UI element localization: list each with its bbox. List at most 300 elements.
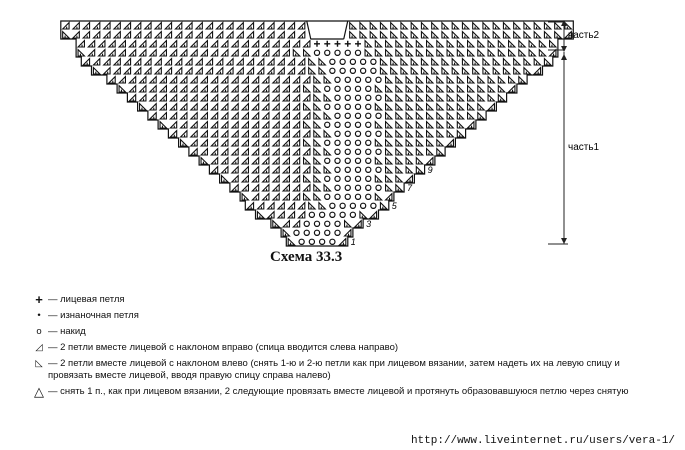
yarn-over-symbol (366, 77, 371, 82)
decrease-left-symbol (273, 221, 279, 227)
decrease-left-symbol (375, 194, 381, 200)
decrease-right-symbol (288, 59, 294, 65)
decrease-left-symbol (314, 122, 320, 128)
decrease-left-symbol (396, 41, 402, 47)
decrease-right-symbol (288, 23, 294, 29)
decrease-left-symbol (396, 176, 402, 182)
decrease-right-symbol (268, 68, 274, 74)
decrease-right-symbol (386, 194, 392, 200)
decrease-right-symbol (150, 41, 156, 47)
decrease-right-symbol (273, 50, 279, 56)
decrease-right-symbol (283, 140, 289, 146)
decrease-left-symbol (544, 32, 550, 38)
decrease-left-symbol (304, 104, 310, 110)
decrease-left-symbol (473, 32, 479, 38)
decrease-right-symbol (242, 176, 248, 182)
decrease-right-symbol (104, 68, 110, 74)
decrease-right-symbol (232, 158, 238, 164)
decrease-right-symbol (181, 50, 187, 56)
yarn-over-symbol (355, 77, 360, 82)
decrease-right-symbol (273, 113, 279, 119)
yarn-over-symbol (345, 149, 350, 154)
decrease-left-symbol (386, 50, 392, 56)
decrease-right-symbol (242, 113, 248, 119)
decrease-right-symbol (252, 86, 258, 92)
yarn-over-symbol (335, 131, 340, 136)
yarn-over-symbol (304, 221, 309, 226)
decrease-right-symbol (150, 104, 156, 110)
yarn-over-symbol (309, 212, 314, 217)
yarn-over-symbol (376, 113, 381, 118)
decrease-left-symbol (416, 167, 422, 173)
decrease-right-symbol (288, 203, 294, 209)
yarn-over-symbol (325, 221, 330, 226)
decrease-left-symbol (503, 32, 509, 38)
decrease-left-symbol (427, 50, 433, 56)
decrease-right-symbol (263, 140, 269, 146)
decrease-right-symbol (145, 68, 151, 74)
decrease-right-symbol (124, 68, 130, 74)
decrease-left-symbol (350, 23, 356, 29)
decrease-right-symbol (304, 41, 310, 47)
decrease-right-symbol (288, 212, 294, 218)
decrease-right-symbol (293, 158, 299, 164)
decrease-right-symbol (150, 86, 156, 92)
decrease-left-symbol (360, 32, 366, 38)
decrease-left-symbol (283, 230, 289, 236)
decrease-left-symbol (375, 158, 381, 164)
yarn-over-symbol (371, 68, 376, 73)
decrease-right-symbol (186, 23, 192, 29)
decrease-left-symbol (421, 32, 427, 38)
decrease-left-symbol (386, 131, 392, 137)
decrease-right-symbol (191, 149, 197, 155)
decrease-right-symbol (222, 77, 228, 83)
decrease-left-symbol (396, 167, 402, 173)
decrease-right-symbol (252, 185, 258, 191)
decrease-left-symbol (401, 59, 407, 65)
decrease-right-symbol (201, 131, 207, 137)
knit-stitch-symbol (324, 41, 330, 47)
decrease-right-symbol (216, 59, 222, 65)
decrease-left-symbol (473, 59, 479, 65)
decrease-right-symbol (211, 149, 217, 155)
row-numbers (351, 165, 433, 247)
yarn-over-symbol (355, 50, 360, 55)
decrease-right-symbol (304, 113, 310, 119)
decrease-right-symbol (160, 104, 166, 110)
row-number: 9 (427, 165, 433, 175)
decrease-left-symbol (437, 95, 443, 101)
yarn-over-symbol (345, 95, 350, 100)
decrease-right-symbol (181, 122, 187, 128)
decrease-left-symbol (406, 140, 412, 146)
decrease-right-symbol (119, 41, 125, 47)
decrease-left-symbol (365, 41, 371, 47)
decrease-right-symbol (345, 230, 351, 236)
yarn-over-symbol (335, 221, 340, 226)
yarn-over-symbol (314, 50, 319, 55)
decrease-right-symbol (242, 77, 248, 83)
decrease-right-symbol (129, 95, 135, 101)
yarn-over-symbol (325, 86, 330, 91)
decrease-right-symbol (278, 59, 284, 65)
decrease-right-symbol (211, 113, 217, 119)
decrease-left-symbol (63, 32, 69, 38)
decrease-right-symbol (257, 23, 263, 29)
decrease-right-symbol (124, 23, 130, 29)
yarn-over-symbol (345, 104, 350, 109)
yarn-over-symbol (335, 176, 340, 181)
decrease-right-symbol (488, 104, 494, 110)
decrease-right-symbol (170, 77, 176, 83)
decrease-right-symbol (201, 50, 207, 56)
decrease-right-symbol (263, 194, 269, 200)
decrease-left-symbol (181, 140, 187, 146)
decrease-right-symbol (191, 41, 197, 47)
decrease-right-symbol (252, 95, 258, 101)
decrease-left-symbol (442, 32, 448, 38)
decrease-left-symbol (406, 41, 412, 47)
yarn-over-symbol (335, 194, 340, 199)
decrease-left-symbol (201, 158, 207, 164)
decrease-right-symbol (273, 167, 279, 173)
decrease-left-symbol (457, 95, 463, 101)
decrease-left-symbol (396, 149, 402, 155)
decrease-right-symbol (222, 167, 228, 173)
decrease-right-symbol (273, 149, 279, 155)
decrease-right-symbol (263, 167, 269, 173)
yarn-over-symbol (345, 122, 350, 127)
decrease-right-symbol (83, 32, 89, 38)
decrease-right-symbol (293, 122, 299, 128)
yarn-over-symbol (366, 122, 371, 127)
decrease-right-symbol (283, 41, 289, 47)
decrease-right-symbol (99, 50, 105, 56)
decrease-right-symbol (160, 41, 166, 47)
decrease-left-symbol (416, 95, 422, 101)
decrease-right-symbol (273, 95, 279, 101)
decrease-right-symbol (114, 68, 120, 74)
decrease-right-symbol (273, 194, 279, 200)
decrease-left-symbol (427, 104, 433, 110)
decrease-left-symbol (447, 113, 453, 119)
decrease-left-symbol (257, 212, 263, 218)
decrease-right-symbol (222, 95, 228, 101)
decrease-right-symbol (93, 59, 99, 65)
yarn-over-symbol (366, 149, 371, 154)
yarn-over-symbol (355, 140, 360, 145)
decrease-right-symbol (252, 77, 258, 83)
decrease-right-symbol (257, 203, 263, 209)
decrease-right-symbol (263, 95, 269, 101)
decrease-left-symbol (222, 176, 228, 182)
decrease-right-symbol (186, 32, 192, 38)
decrease-right-symbol (273, 104, 279, 110)
knit-stitch-symbol (355, 41, 361, 47)
decrease-right-symbol (232, 176, 238, 182)
yarn-over-symbol (335, 104, 340, 109)
decrease-right-symbol (293, 131, 299, 137)
decrease-left-symbol (457, 41, 463, 47)
decrease-right-symbol (83, 59, 89, 65)
decrease-right-symbol (293, 86, 299, 92)
decrease-right-symbol (242, 122, 248, 128)
decrease-left-symbol (555, 23, 561, 29)
decrease-left-symbol (447, 50, 453, 56)
yarn-over-symbol (335, 95, 340, 100)
decrease-right-symbol (134, 32, 140, 38)
decrease-left-symbol (406, 77, 412, 83)
decrease-right-symbol (293, 194, 299, 200)
decrease-right-symbol (129, 77, 135, 83)
yarn-over-symbol (366, 158, 371, 163)
decrease-right-symbol (252, 194, 258, 200)
decrease-right-symbol (304, 131, 310, 137)
yarn-over-symbol (335, 149, 340, 154)
decrease-left-symbol (421, 68, 427, 74)
yarn-over-symbol (376, 131, 381, 136)
decrease-left-symbol (452, 23, 458, 29)
decrease-left-symbol (314, 149, 320, 155)
decrease-right-symbol (222, 104, 228, 110)
part1-label: часть1 (568, 142, 600, 153)
decrease-right-symbol (181, 113, 187, 119)
decrease-left-symbol (462, 59, 468, 65)
decrease-right-symbol (145, 59, 151, 65)
decrease-left-symbol (447, 104, 453, 110)
decrease-right-symbol (283, 167, 289, 173)
decrease-left-symbol (396, 86, 402, 92)
decrease-right-symbol (170, 86, 176, 92)
decrease-right-symbol (509, 86, 515, 92)
decrease-right-symbol (211, 41, 217, 47)
decrease-left-symbol (447, 86, 453, 92)
legend-text: — изнаночная петля (48, 310, 139, 321)
yarn-over-symbol (335, 86, 340, 91)
decrease-right-symbol (222, 86, 228, 92)
decrease-right-symbol (263, 86, 269, 92)
yarn-over-symbol (366, 185, 371, 190)
decrease-left-symbol (416, 77, 422, 83)
decrease-right-symbol (93, 23, 99, 29)
decrease-left-symbol (386, 149, 392, 155)
decrease-right-symbol (160, 86, 166, 92)
decrease-right-symbol (181, 41, 187, 47)
decrease-right-symbol (232, 95, 238, 101)
decrease-right-symbol (273, 158, 279, 164)
decrease-left-symbol (160, 122, 166, 128)
decrease-left-symbol (519, 77, 525, 83)
yarn-over-symbol (325, 194, 330, 199)
decrease-right-symbol (283, 104, 289, 110)
decrease-right-symbol (298, 68, 304, 74)
decrease-left-symbol (396, 50, 402, 56)
decrease-left-symbol (304, 50, 310, 56)
decrease-left-symbol (468, 113, 474, 119)
legend-text: — 2 петли вместе лицевой с наклоном вправо (спица вводится слева направо) (48, 342, 399, 353)
decrease-right-symbol (175, 68, 181, 74)
decrease-left-symbol (437, 113, 443, 119)
decrease-right-symbol (242, 167, 248, 173)
decrease-left-symbol (416, 41, 422, 47)
decrease-right-symbol (298, 23, 304, 29)
yarn-over-symbol (361, 68, 366, 73)
decrease-right-symbol (83, 23, 89, 29)
decrease-right-symbol (273, 140, 279, 146)
decrease-left-symbol (478, 86, 484, 92)
yarn-over-symbol (335, 185, 340, 190)
decrease-right-symbol (232, 104, 238, 110)
decrease-right-symbol (181, 104, 187, 110)
decrease-right-symbol (242, 140, 248, 146)
decrease-left-symbol (493, 68, 499, 74)
decrease-left-symbol (416, 140, 422, 146)
decrease-right-symbol (155, 68, 161, 74)
tri-icon: △ (34, 384, 44, 399)
decrease-right-symbol (283, 158, 289, 164)
decrease-left-symbol (442, 23, 448, 29)
decrease-right-symbol (293, 113, 299, 119)
decrease-left-symbol (324, 185, 330, 191)
decrease-right-symbol (447, 140, 453, 146)
row-number: 1 (350, 237, 356, 247)
decrease-right-symbol (155, 59, 161, 65)
decrease-right-symbol (550, 50, 556, 56)
decrease-left-symbol (304, 122, 310, 128)
decrease-left-symbol (119, 86, 125, 92)
decrease-left-symbol (375, 140, 381, 146)
decrease-left-symbol (514, 59, 520, 65)
decrease-left-symbol (503, 23, 509, 29)
decrease-left-symbol (447, 77, 453, 83)
decrease-right-symbol (273, 86, 279, 92)
decrease-right-symbol (252, 167, 258, 173)
decrease-right-symbol (206, 59, 212, 65)
decrease-left-symbol (375, 104, 381, 110)
decrease-right-symbol (124, 59, 130, 65)
decrease-right-symbol (278, 23, 284, 29)
decrease-left-symbol (314, 185, 320, 191)
yarn-over-symbol (355, 149, 360, 154)
decrease-right-symbol (263, 176, 269, 182)
decrease-right-symbol (134, 59, 140, 65)
yarn-over-symbol (314, 221, 319, 226)
decrease-left-symbol (386, 158, 392, 164)
decrease-left-symbol (529, 41, 535, 47)
yarn-over-symbol (366, 140, 371, 145)
decrease-right-symbol (181, 95, 187, 101)
decrease-left-symbol (416, 50, 422, 56)
decrease-right-symbol (104, 32, 110, 38)
decrease-left-symbol (452, 32, 458, 38)
decrease-left-symbol (314, 176, 320, 182)
decrease-left-symbol (416, 113, 422, 119)
decrease-left-symbol (462, 23, 468, 29)
decrease-left-symbol (432, 32, 438, 38)
decrease-left-symbol (447, 95, 453, 101)
yarn-over-symbol (376, 167, 381, 172)
decrease-left-symbol (411, 32, 417, 38)
yarn-over-symbol (340, 68, 345, 73)
decrease-right-symbol (129, 86, 135, 92)
decrease-right-symbol (232, 122, 238, 128)
decrease-right-symbol (186, 59, 192, 65)
decrease-right-symbol (283, 185, 289, 191)
decrease-left-symbol (406, 167, 412, 173)
decrease-right-symbol (252, 122, 258, 128)
decrease-left-symbol (304, 140, 310, 146)
decrease-right-symbol (191, 95, 197, 101)
decrease-left-symbol (421, 23, 427, 29)
decrease-left-symbol (493, 23, 499, 29)
decrease-right-symbol (268, 203, 274, 209)
decrease-right-symbol (252, 113, 258, 119)
legend-text: — накид (48, 326, 86, 337)
decrease-right-symbol (186, 68, 192, 74)
decrease-right-symbol (278, 68, 284, 74)
yarn-over-symbol (350, 203, 355, 208)
decrease-left-symbol (324, 77, 330, 83)
decrease-right-symbol (170, 122, 176, 128)
decrease-right-symbol (293, 95, 299, 101)
decrease-right-symbol (283, 113, 289, 119)
decrease-right-symbol (134, 23, 140, 29)
decrease-left-symbol (478, 104, 484, 110)
row-number: 3 (366, 219, 372, 229)
legend-item (32, 294, 652, 306)
decrease-left-symbol (524, 32, 530, 38)
decrease-left-symbol (509, 77, 515, 83)
yarn-over-symbol (366, 95, 371, 100)
decrease-left-symbol (309, 68, 315, 74)
decrease-left-symbol (432, 23, 438, 29)
yarn-over-symbol (335, 140, 340, 145)
decrease-right-symbol (88, 41, 94, 47)
decrease-right-symbol (283, 77, 289, 83)
decrease-left-symbol (386, 104, 392, 110)
decrease-left-symbol (386, 41, 392, 47)
dot-icon: • (37, 310, 41, 321)
decrease-left-symbol (468, 50, 474, 56)
decrease-left-symbol (416, 158, 422, 164)
row-number: 5 (391, 201, 397, 211)
decrease-left-symbol (406, 158, 412, 164)
legend-text: — снять 1 п., как при лицевом вязании, 2 следующие провязать вместе лицевой и протянуть образовавшуюся петлю через снятую (48, 386, 629, 397)
decrease-left-symbol (503, 59, 509, 65)
yarn-over-symbol (325, 230, 330, 235)
decrease-left-symbol (452, 59, 458, 65)
decrease-right-symbol (160, 95, 166, 101)
decrease-left-symbol (380, 32, 386, 38)
decrease-right-symbol (104, 59, 110, 65)
decrease-right-symbol (242, 131, 248, 137)
decrease-left-symbol (386, 95, 392, 101)
decrease-left-symbol (498, 50, 504, 56)
decrease-right-symbol (145, 23, 151, 29)
decrease-right-symbol (263, 131, 269, 137)
decrease-right-symbol (170, 41, 176, 47)
decrease-left-symbol (524, 23, 530, 29)
yarn-over-symbol (355, 167, 360, 172)
decrease-left-symbol (319, 203, 325, 209)
decrease-left-symbol (519, 41, 525, 47)
decrease-right-symbol (232, 131, 238, 137)
decrease-right-symbol (232, 50, 238, 56)
decrease-right-symbol (140, 41, 146, 47)
decrease-right-symbol (201, 113, 207, 119)
decrease-left-symbol (457, 104, 463, 110)
